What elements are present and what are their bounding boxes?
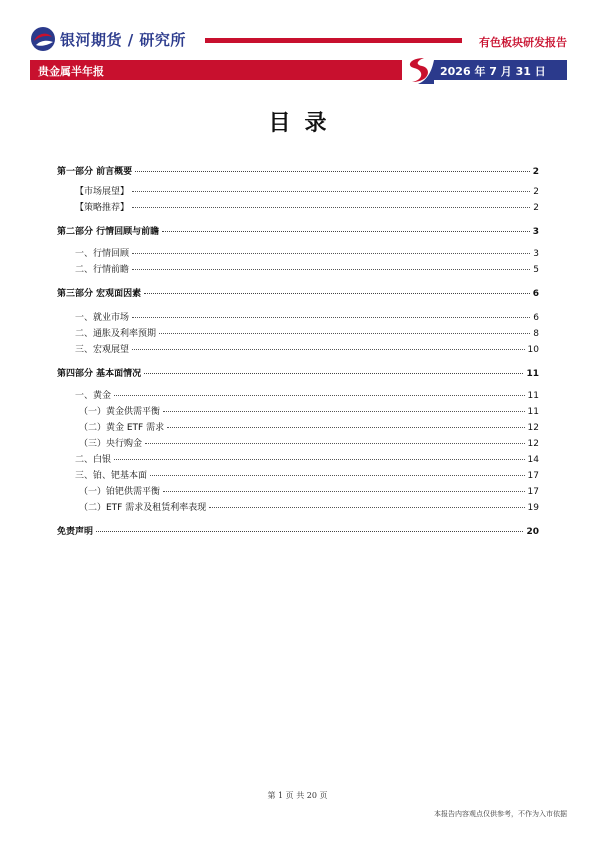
toc-entry-page: 11 [527, 407, 539, 417]
toc-entry-label: 二、通胀及利率预期 [75, 329, 157, 339]
toc-dot-leader [150, 475, 525, 476]
toc-entry[interactable] [79, 484, 539, 500]
toc-entry-page: 11 [526, 369, 539, 379]
report-title: 贵金属半年报 [38, 65, 104, 78]
toc-entry-page: 12 [527, 439, 539, 449]
toc-entry-label: 三、宏观展望 [75, 345, 130, 355]
header-band [30, 60, 567, 80]
galaxy-logo-icon [30, 26, 56, 52]
toc-entry-page: 17 [527, 471, 539, 481]
toc-entry[interactable] [79, 404, 539, 420]
toc-entry-label: 一、行情回顾 [75, 249, 130, 259]
toc-entry[interactable] [75, 184, 539, 200]
toc-dot-leader [145, 443, 525, 444]
toc-entry-page: 2 [532, 167, 539, 177]
toc-dot-leader [135, 171, 530, 172]
toc-entry[interactable] [75, 326, 539, 342]
toc-entry[interactable] [75, 388, 539, 404]
toc-entry-label: 一、就业市场 [75, 313, 130, 323]
toc-heading: 目录 [268, 111, 341, 136]
toc-entry[interactable] [75, 246, 539, 262]
toc-dot-leader [144, 373, 523, 374]
toc-entry[interactable] [75, 200, 539, 216]
toc-entry[interactable] [75, 310, 539, 326]
toc-entry-page: 2 [533, 203, 539, 213]
toc-entry-label: （一）黄金供需平衡 [79, 407, 161, 417]
toc-entry[interactable] [75, 262, 539, 278]
toc-entry[interactable] [57, 524, 539, 540]
toc-entry-page: 3 [532, 227, 539, 237]
toc-entry-page: 2 [533, 187, 539, 197]
page-header [0, 0, 595, 82]
toc-entry-page: 11 [527, 391, 539, 401]
toc-dot-leader [209, 507, 524, 508]
toc-entry[interactable] [79, 500, 539, 516]
toc-entry-label: 免责声明 [57, 527, 94, 537]
toc-dot-leader [159, 333, 530, 334]
toc-dot-leader [163, 491, 525, 492]
brand-logo [30, 24, 186, 54]
toc-entry[interactable] [57, 286, 539, 302]
report-date: 2026 年 7 月 31 日 [440, 65, 546, 78]
toc-dot-leader [132, 253, 530, 254]
toc-entry-label: 【市场展望】 [75, 187, 130, 197]
toc-entry-label: 二、白银 [75, 455, 112, 465]
toc-entry-page: 17 [527, 487, 539, 497]
toc-entry-label: （一）铂钯供需平衡 [79, 487, 161, 497]
toc-dot-leader [132, 191, 530, 192]
toc-entry-page: 6 [532, 289, 539, 299]
toc-dot-leader [167, 427, 524, 428]
toc-entry-page: 12 [527, 423, 539, 433]
toc-entry-label: 一、黄金 [75, 391, 112, 401]
header-red-rule [205, 38, 462, 43]
toc-entry-label: （二）ETF 需求及租赁利率表现 [79, 503, 207, 513]
toc-entry-label: 【策略推荐】 [75, 203, 130, 213]
toc-dot-leader [132, 269, 530, 270]
brand-name: 银河期货 / 研究所 [60, 30, 186, 49]
toc-entry-page: 20 [526, 527, 539, 537]
toc-entry[interactable] [57, 366, 539, 382]
toc-dot-leader [114, 459, 525, 460]
toc-entry-label: （二）黄金 ETF 需求 [79, 423, 165, 433]
toc-dot-leader [114, 395, 525, 396]
report-type: 有色板块研发报告 [479, 36, 567, 49]
toc-entry[interactable] [75, 452, 539, 468]
swoosh-icon [394, 56, 434, 84]
toc-dot-leader [132, 317, 530, 318]
toc-entry-label: 第三部分 宏观面因素 [57, 289, 142, 299]
toc-entry-page: 6 [533, 313, 539, 323]
toc-entry-page: 10 [527, 345, 539, 355]
toc-entry-page: 19 [527, 503, 539, 513]
toc-entry[interactable] [79, 420, 539, 436]
toc-dot-leader [163, 411, 525, 412]
toc-entry-label: 第一部分 前言概要 [57, 167, 133, 177]
toc-entry-label: 二、行情前瞻 [75, 265, 130, 275]
toc-entry-label: 第四部分 基本面情况 [57, 369, 142, 379]
toc-entry-page: 3 [533, 249, 539, 259]
toc-dot-leader [96, 531, 523, 532]
toc-entry[interactable] [57, 224, 539, 240]
toc-entry-label: 三、铂、钯基本面 [75, 471, 148, 481]
toc-entry[interactable] [57, 164, 539, 180]
toc-dot-leader [132, 207, 530, 208]
toc-dot-leader [132, 349, 525, 350]
toc-entry-page: 14 [527, 455, 539, 465]
toc-entry-label: （三）央行购金 [79, 439, 143, 449]
toc-entry[interactable] [75, 342, 539, 358]
toc-entry-page: 5 [533, 265, 539, 275]
toc-dot-leader [162, 231, 530, 232]
footer-disclaimer: 本报告内容观点仅供参考，不作为入市依据 [434, 810, 567, 818]
toc-entry[interactable] [75, 468, 539, 484]
toc-dot-leader [144, 293, 530, 294]
toc-entry-label: 第二部分 行情回顾与前瞻 [57, 227, 160, 237]
toc-entry[interactable] [79, 436, 539, 452]
page-indicator: 第 1 页 共 20 页 [267, 791, 328, 800]
toc-entry-page: 8 [533, 329, 539, 339]
